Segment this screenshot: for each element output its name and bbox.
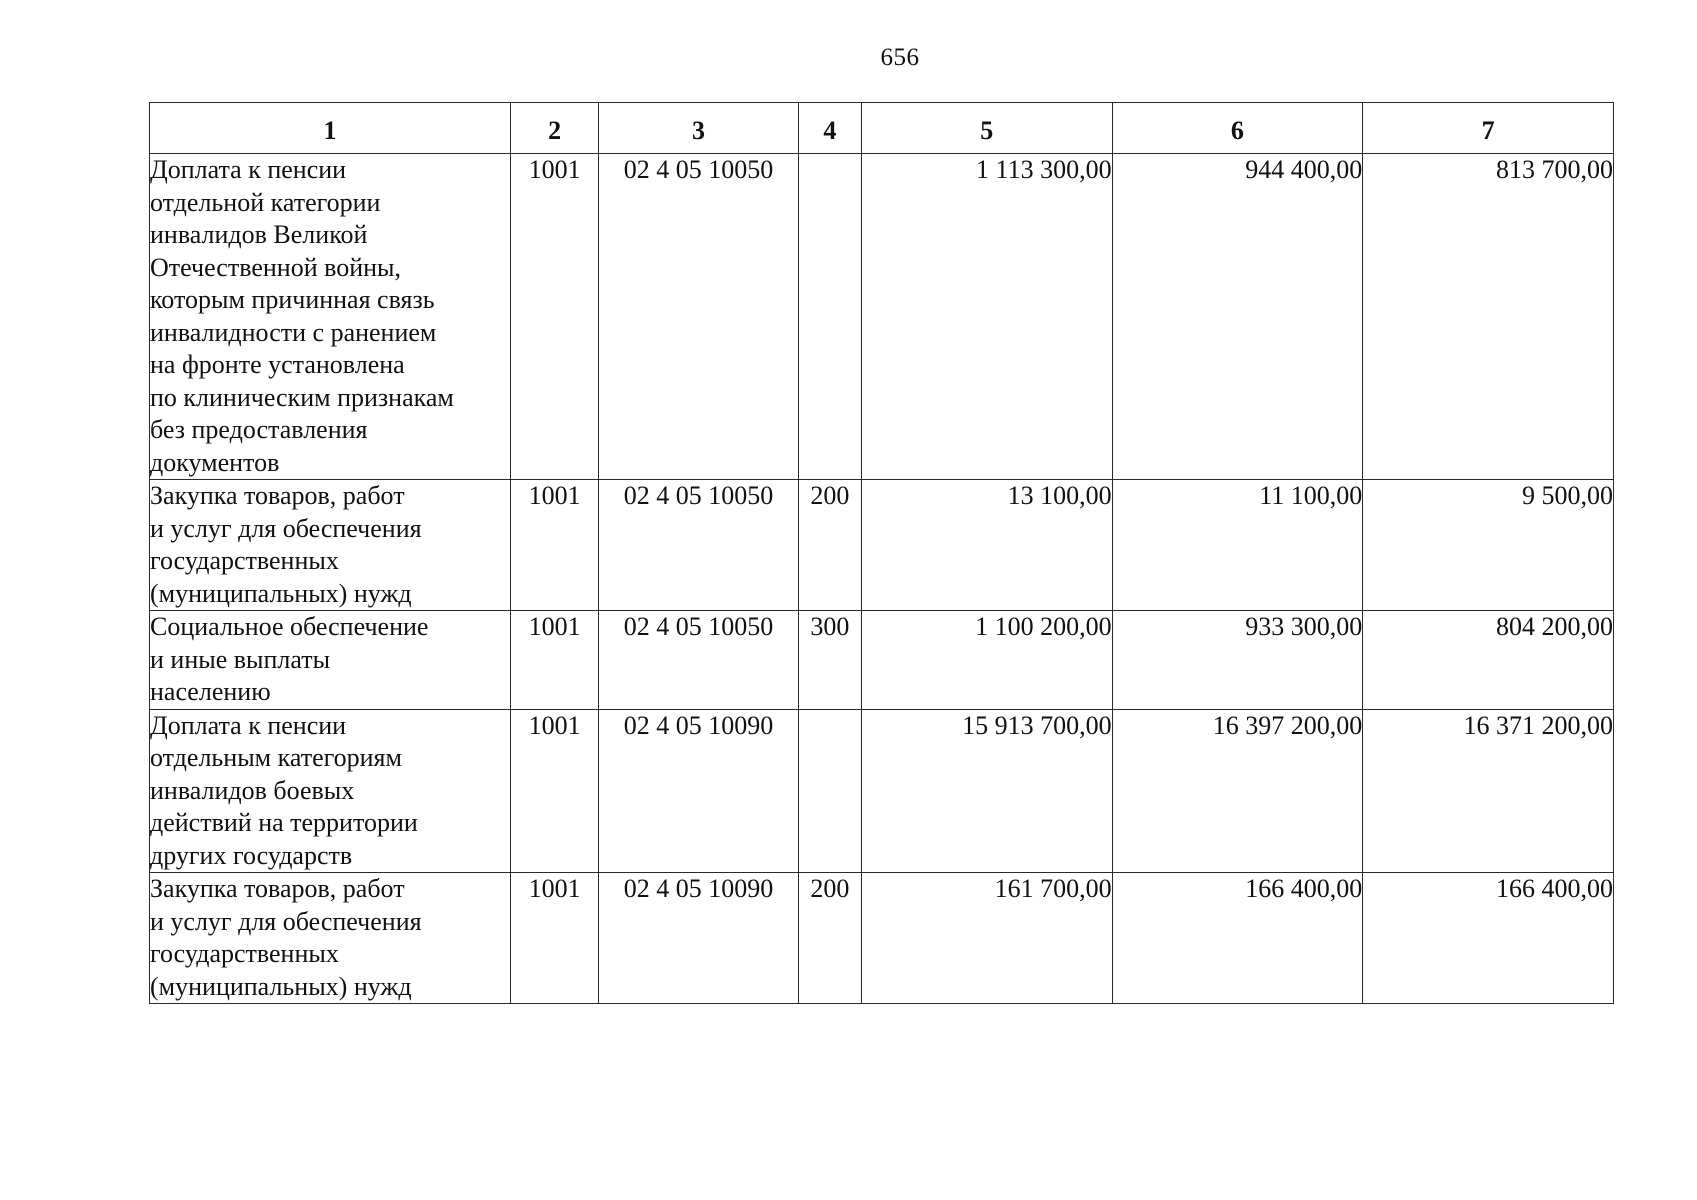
row-expense-type: 200 <box>798 873 861 1004</box>
row-section-code: 1001 <box>510 709 598 873</box>
header-row <box>150 103 1614 154</box>
table-row <box>150 480 1614 611</box>
column-header-2: 2 <box>510 103 598 154</box>
row-amount-col7: 16 371 200,00 <box>1363 709 1614 873</box>
row-name: Социальное обеспечение и иные выплаты населению <box>150 611 511 710</box>
row-target-code: 02 4 05 10050 <box>599 480 799 611</box>
row-amount-col5: 1 113 300,00 <box>861 154 1112 480</box>
row-name: Закупка товаров, работ и услуг для обеспечения государственных (муниципальных) нужд <box>150 480 511 611</box>
row-amount-col5: 15 913 700,00 <box>861 709 1112 873</box>
table-row <box>150 154 1614 480</box>
table-row <box>150 611 1614 710</box>
row-amount-col7: 9 500,00 <box>1363 480 1614 611</box>
row-section-code: 1001 <box>510 154 598 480</box>
row-amount-col7: 813 700,00 <box>1363 154 1614 480</box>
row-expense-type: 200 <box>798 480 861 611</box>
column-header-6: 6 <box>1112 103 1363 154</box>
row-expense-type <box>798 154 861 480</box>
row-amount-col6: 16 397 200,00 <box>1112 709 1363 873</box>
row-expense-type <box>798 709 861 873</box>
row-amount-col6: 11 100,00 <box>1112 480 1363 611</box>
row-amount-col5: 13 100,00 <box>861 480 1112 611</box>
column-header-1: 1 <box>150 103 511 154</box>
row-expense-type: 300 <box>798 611 861 710</box>
row-target-code: 02 4 05 10050 <box>599 611 799 710</box>
row-target-code: 02 4 05 10090 <box>599 709 799 873</box>
budget-table <box>149 102 1614 1004</box>
row-section-code: 1001 <box>510 611 598 710</box>
row-section-code: 1001 <box>510 873 598 1004</box>
table-row <box>150 709 1614 873</box>
row-target-code: 02 4 05 10050 <box>599 154 799 480</box>
row-amount-col6: 166 400,00 <box>1112 873 1363 1004</box>
column-header-7: 7 <box>1363 103 1614 154</box>
page-number: 656 <box>880 44 920 71</box>
row-amount-col5: 1 100 200,00 <box>861 611 1112 710</box>
row-name: Доплата к пенсии отдельным категориям инвалидов боевых действий на территории других государств <box>150 709 511 873</box>
table-row <box>150 873 1614 1004</box>
row-amount-col5: 161 700,00 <box>861 873 1112 1004</box>
column-header-5: 5 <box>861 103 1112 154</box>
column-header-4: 4 <box>798 103 861 154</box>
row-name: Доплата к пенсии отдельной категории инвалидов Великой Отечественной войны, которым причинная связь инвалидности с ранением на фронте установлена по клиническим признакам без предоставления документов <box>150 154 511 480</box>
row-target-code: 02 4 05 10090 <box>599 873 799 1004</box>
row-amount-col7: 166 400,00 <box>1363 873 1614 1004</box>
row-name: Закупка товаров, работ и услуг для обеспечения государственных (муниципальных) нужд <box>150 873 511 1004</box>
row-section-code: 1001 <box>510 480 598 611</box>
row-amount-col6: 944 400,00 <box>1112 154 1363 480</box>
row-amount-col6: 933 300,00 <box>1112 611 1363 710</box>
row-amount-col7: 804 200,00 <box>1363 611 1614 710</box>
column-header-3: 3 <box>599 103 799 154</box>
